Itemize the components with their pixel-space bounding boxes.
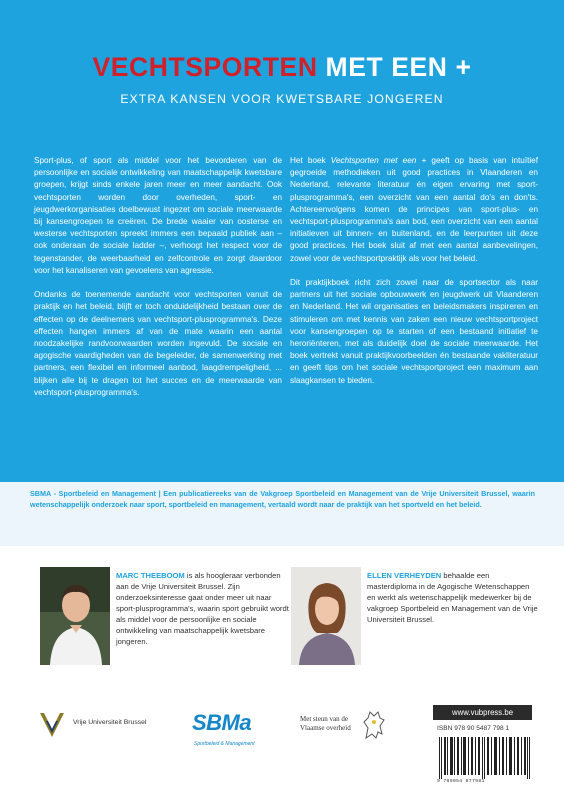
publisher-url: www.vubpress.be: [433, 705, 532, 720]
sbma-logo-subtitle: Sportbeleid & Management: [194, 741, 255, 747]
author-photo-marc: [40, 567, 110, 665]
barcode-number: 9 789054 877981: [437, 779, 485, 784]
barcode-icon: [437, 737, 532, 779]
blurb-left-column: [34, 155, 282, 411]
book-title-inline: Vechtsporten met een +: [330, 156, 427, 165]
blurb-right-column: [290, 155, 538, 399]
author-photo-ellen: [291, 567, 361, 665]
author-name: MARC THEEBOOM: [116, 571, 185, 580]
vub-name: Vrije Universiteit Brussel: [73, 719, 147, 726]
sbma-logo: SBMa: [192, 710, 252, 735]
portrait-image: [291, 567, 361, 665]
author-name: ELLEN VERHEYDEN: [367, 571, 442, 580]
author-bio-ellen: [367, 570, 539, 625]
author-bio-marc: [116, 570, 289, 647]
blurb-paragraph: Dit praktijkboek richt zich zowel naar de sportsector als naar partners uit het sociale opbouwwerk en jeugdwerk uit Vlaanderen en Nederland. Het wil organisaties en beleidsmakers inspireren en stimuleren om met kennis van zaken een nieuw vechtsportproject voor kansengroepen op te starten of een bestaand initiatief te heroriënteren, met als duidelijk doel de sociale meerwaarde. Het boek vertrekt vanuit praktijkvoorbeelden én bestaande vakliteratuur en geeft tips om het sociale vechtsportproject een maximum aan slaagkansen te bieden.: [290, 278, 538, 385]
isbn: ISBN 978 90 5487 798 1: [437, 725, 510, 732]
portrait-image: [40, 567, 110, 665]
blurb-paragraph: Ondanks de toenemende aandacht voor vechtsporten vanuit de praktijk en het beleid, blijft er toch onduidelijkheid bestaan over de effecten op de deelnemers van vechtsport-plusprogramma's. Deze effecten hangen immers af van de mate waarin een aantal noodzakelijke randvoorwaarden worden ingevuld. De sociale en agogische vaardigheden van de begeleider, de samenwerking met partners, een flexibel en informeel aanbod, laagdrempeligheid, ... blijken alle bij te dragen tot het succes en de meerwaarde van vechtsport-plusprogramma's.: [34, 290, 282, 397]
flemish-lion-icon: [360, 708, 388, 742]
blurb-lead: Het boek: [290, 156, 331, 165]
book-title: [0, 52, 564, 83]
blurb-rest: geeft op basis van intuïtief gegroeide methodieken uit good practices in Vlaanderen en Nederland, relevante literatuur én eigen ervaring met sport-plusprogramma's, een overzicht van een aantal do's en don'ts. Achtereenvolgens komen de principes van sport-plus- en vechtsport-plusprogramma's aan bod, een overzicht van een aantal initiatieven uit binnen- en buitenland, en de leerpunten uit deze good practices. Het boek sluit af met een aantal aanbevelingen, zowel voor de vechtsportpraktijk als voor het beleid.: [290, 156, 539, 263]
flemish-support-text: Met steun van de Vlaamse overheid: [300, 715, 351, 732]
author-bio-text: is als hoogleraar verbonden aan de Vrije Universiteit Brussel. Zijn onderzoeksinteresse gaat onder meer uit naar sport-plusprogramma's, waarin sport gebruikt wordt als middel voor de persoonlijke en sociale ontwikkeling van maatschappelijk kwetsbare jongeren.: [116, 571, 289, 646]
title-part-1: VECHTSPORTEN: [92, 52, 318, 82]
author-bio-text: behaalde een masterdiploma in de Agogische Wetenschappen en werkt als wetenschappelijk medewerker bij de vakgroep Sportbeleid en Management van de Vrije Universiteit Brussel.: [367, 571, 538, 624]
series-description: SBMA - Sportbeleid en Management | Een publicatiereeks van de Vakgroep Sportbeleid en Management van de Vrije Universiteit Brussel, waarin wetenschappelijk onderzoek naar sport, sportbeleid en management, vertaald wordt naar de praktijk van het sportveld en het beleid.: [30, 489, 535, 509]
blurb-paragraph: [290, 155, 538, 265]
vub-logo-icon: [38, 707, 178, 747]
blurb-paragraph: Sport-plus, of sport als middel voor het bevorderen van de persoonlijke en sociale ontwikkeling van maatschappelijk kwetsbare groepen, krijgt sinds enkele jaren meer en meer aandacht. Ook vechtsporten worden door overheden, sport- en jeugdwerkorganisaties doelbewust ingezet om sociale meerwaarde bij kansengroepen te creëren. De brede waaier van oosterse en westerse vechtsporten spreekt immers een bepaald publiek aan – ook onderaan de sociale ladder –, verhoogt het respect voor de tegenstander, de weerbaarheid en zelfcontrole en zorgt daardoor voor het kanaliseren van gevoelens van agressie.: [34, 156, 282, 275]
title-part-2: MET EEN +: [325, 52, 472, 82]
book-subtitle: EXTRA KANSEN VOOR KWETSBARE JONGEREN: [120, 92, 444, 106]
